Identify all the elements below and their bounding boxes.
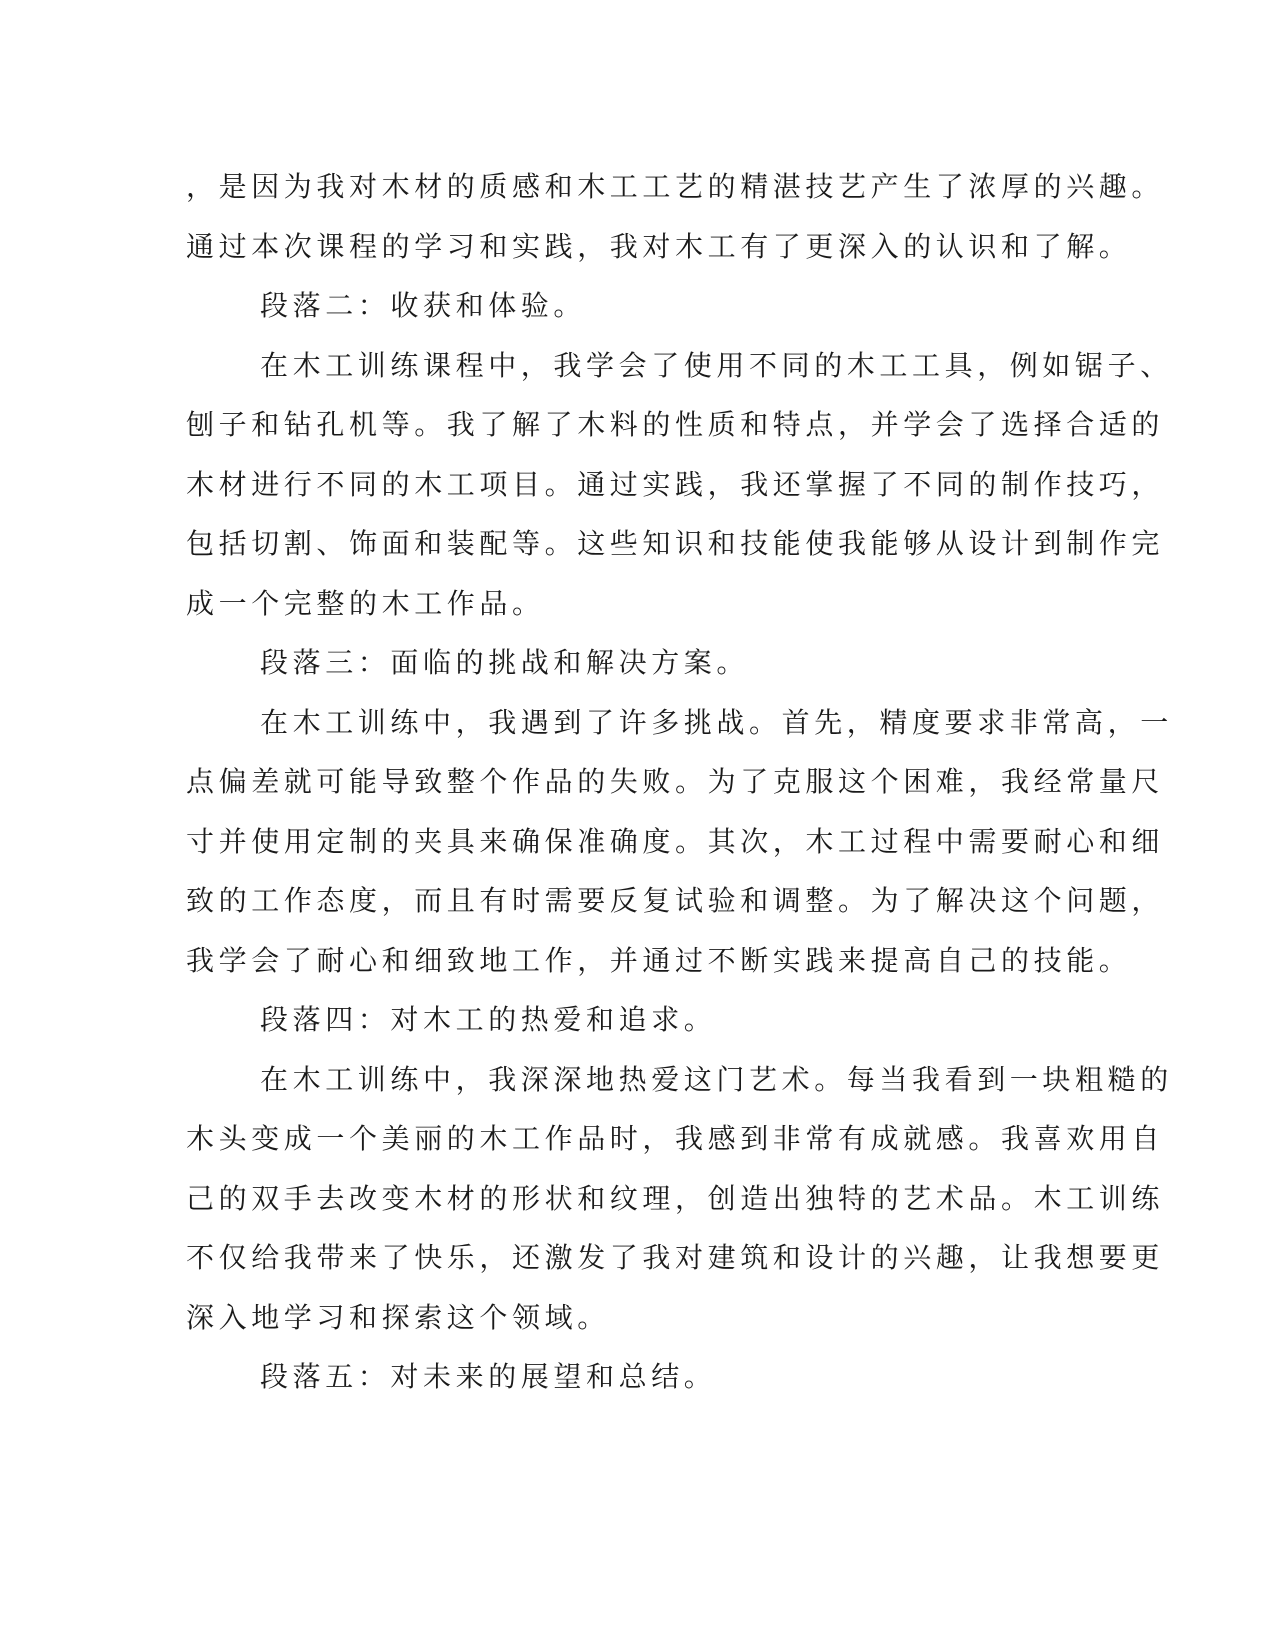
text-line: 木材进行不同的木工项目。通过实践，我还掌握了不同的制作技巧，: [186, 467, 1165, 501]
text-line: ，是因为我对木材的质感和木工工艺的精湛技艺产生了浓厚的兴趣。: [186, 170, 1165, 203]
text-line: 通过本次课程的学习和实践，我对木工有了更深入的认识和了解。: [186, 229, 1132, 263]
text-line: 刨子和钻孔机等。我了解了木料的性质和特点，并学会了选择合适的: [186, 408, 1165, 441]
text-line: 致的工作态度，而且有时需要反复试验和调整。为了解决这个问题，: [186, 884, 1165, 917]
text-line: 在木工训练课程中，我学会了使用不同的木工工具，例如锯子、: [260, 348, 1173, 382]
text-line: 木头变成一个美丽的木工作品时，我感到非常有成就感。我喜欢用自: [186, 1122, 1165, 1155]
text-line: 点偏差就可能导致整个作品的失败。为了克服这个困难，我经常量尺: [186, 765, 1165, 798]
text-line: 我学会了耐心和细致地工作，并通过不断实践来提高自己的技能。: [186, 943, 1132, 977]
text-line: 深入地学习和探索这个领域。: [186, 1300, 610, 1334]
section-heading-2: 段落二：收获和体验。: [260, 289, 587, 322]
section-heading-3: 段落三：面临的挑战和解决方案。: [260, 646, 750, 679]
text-line: 己的双手去改变木材的形状和纹理，创造出独特的艺术品。木工训练: [186, 1181, 1165, 1215]
text-line: 在木工训练中，我深深地热爱这门艺术。每当我看到一块粗糙的: [260, 1062, 1173, 1096]
text-line: 在木工训练中，我遇到了许多挑战。首先，精度要求非常高，一: [260, 705, 1173, 739]
text-line: 成一个完整的木工作品。: [186, 586, 545, 620]
section-heading-4: 段落四：对木工的热爱和追求。: [260, 1003, 717, 1036]
document-body: [186, 157, 1173, 1407]
text-line: 包括切割、饰面和装配等。这些知识和技能使我能够从设计到制作完: [186, 527, 1165, 560]
section-heading-5: 段落五：对未来的展望和总结。: [260, 1360, 717, 1393]
text-line: 寸并使用定制的夹具来确保准确度。其次，木工过程中需要耐心和细: [186, 824, 1165, 858]
text-line: 不仅给我带来了快乐，还激发了我对建筑和设计的兴趣，让我想要更: [186, 1241, 1165, 1274]
